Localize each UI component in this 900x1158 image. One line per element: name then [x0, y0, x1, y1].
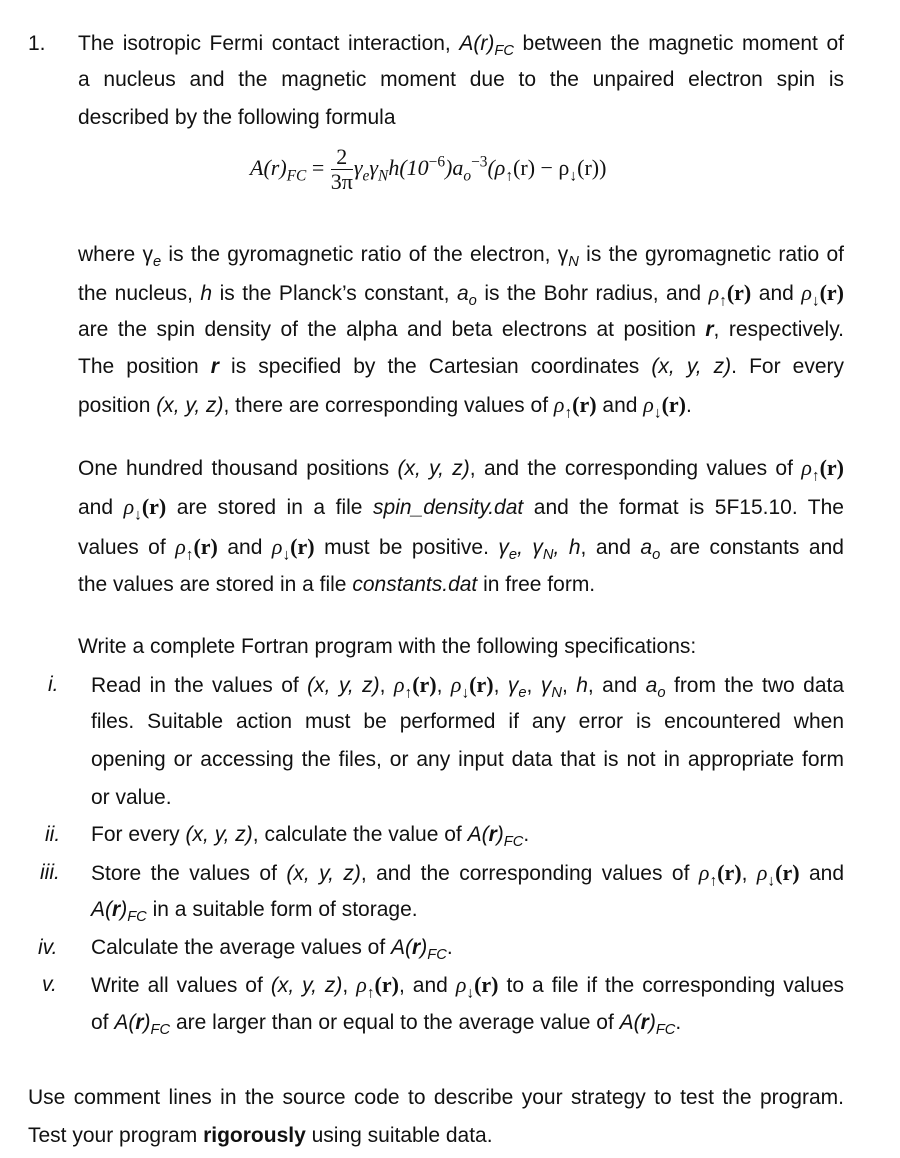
item-label-i: i.: [48, 673, 59, 696]
item-label-v: v.: [42, 973, 57, 996]
spec-intro: Write a complete Fortran program with the following specifications:: [78, 635, 697, 658]
item-i-line-4: or value.: [91, 786, 172, 809]
item-ii-line-1: For every (x, y, z), calculate the value of $A(r)_{FC}$.: [91, 823, 530, 851]
closing-line-1: Use comment lines in the source code to describe your strategy to test the program.: [28, 1086, 844, 1109]
rigorously-emphasis: rigorously: [203, 1124, 306, 1147]
item-iii-line-2: $A(r)_{FC}$ in a suitable form of storage.: [91, 898, 418, 926]
item-i-line-1: Read in the values of (x, y, z), $\rho_↑(r)$, $\rho_↓(r)$, $\gamma_e$, $\gamma_N$, h, and $a_o$ from the two data: [91, 672, 845, 702]
spin-density-filename: spin_density.dat: [373, 496, 524, 519]
question-number: 1.: [28, 32, 46, 55]
item-label-iii: iii.: [40, 861, 60, 884]
para2-line-2: and $\rho_↓(r)$ are stored in a file spin_density.dat and the format is 5F15.10. The: [78, 494, 844, 524]
para1-line-3: are the spin density of the alpha and beta electrons at position r, respectively.: [78, 318, 845, 341]
item-iv-line-1: Calculate the average values of $A(r)_{FC}$.: [91, 936, 453, 964]
para1-line-5: position (x, y, z), there are corresponding values of $\rho_↑(r)$ and $\rho_↓(r)$.: [78, 392, 692, 422]
item-v-line-2: of $A(r)_{FC}$ are larger than or equal to the average value of $A(r)_{FC}$.: [91, 1011, 682, 1039]
para2-line-3: values of $\rho_↑(r)$ and $\rho_↓(r)$ must be positive. $\gamma_e$, $\gamma_N$, h, and $a_o$ are constants and: [78, 534, 844, 564]
a-fc-symbol: $A(r)_{FC}$: [459, 32, 514, 60]
intro-line-1: The isotropic Fermi contact interaction, $A(r)_{FC}$ between the magnetic moment of: [78, 32, 844, 60]
item-v-line-1: Write all values of (x, y, z), $\rho_↑(r)$, and $\rho_↓(r)$ to a file if the corresponding values: [91, 972, 845, 1002]
item-label-iv: iv.: [38, 936, 58, 959]
item-i-line-2: files. Suitable action must be performed if any error is encountered when: [91, 710, 844, 733]
para1-line-1: where $\gamma_e$ is the gyromagnetic ratio of the electron, $\gamma_N$ is the gyromagnetic ratio of: [78, 243, 844, 271]
fraction-2-over-3pi: $\frac{2}{3\pi}$: [330, 144, 353, 195]
para1-line-4: The position r is specified by the Cartesian coordinates (x, y, z). For every: [78, 355, 845, 378]
para2-line-1: One hundred thousand positions (x, y, z), and the corresponding values of $\rho_↑(r)$: [78, 455, 844, 485]
closing-line-2: Test your program rigorously using suitable data.: [28, 1124, 493, 1147]
item-iii-line-1: Store the values of (x, y, z), and the corresponding values of $\rho_↑(r)$, $\rho_↓(r)$ and: [91, 860, 845, 890]
intro-line-3: described by the following formula: [78, 106, 396, 129]
fermi-contact-formula: $A(r)_{FC}$ = $\frac{2}{3\pi}$ $\gamma_e\gamma_Nh(10^{-6})a_o^{-3}(\rho_↑(r) - \rho_↓(r))$: [250, 144, 607, 195]
item-label-ii: ii.: [45, 823, 61, 846]
intro-line-2: a nucleus and the magnetic moment due to the unpaired electron spin is: [78, 68, 844, 91]
para1-line-2: the nucleus, h is the Planck’s constant, $a_o$ is the Bohr radius, and $\rho_↑(r)$ and $\rho_↓(r)$: [78, 280, 844, 310]
item-i-line-3: opening or accessing the files, or any input data that is not in appropriate form: [91, 748, 844, 771]
constants-filename: constants.dat: [352, 573, 478, 596]
para2-line-4: the values are stored in a file constants.dat in free form.: [78, 573, 596, 596]
